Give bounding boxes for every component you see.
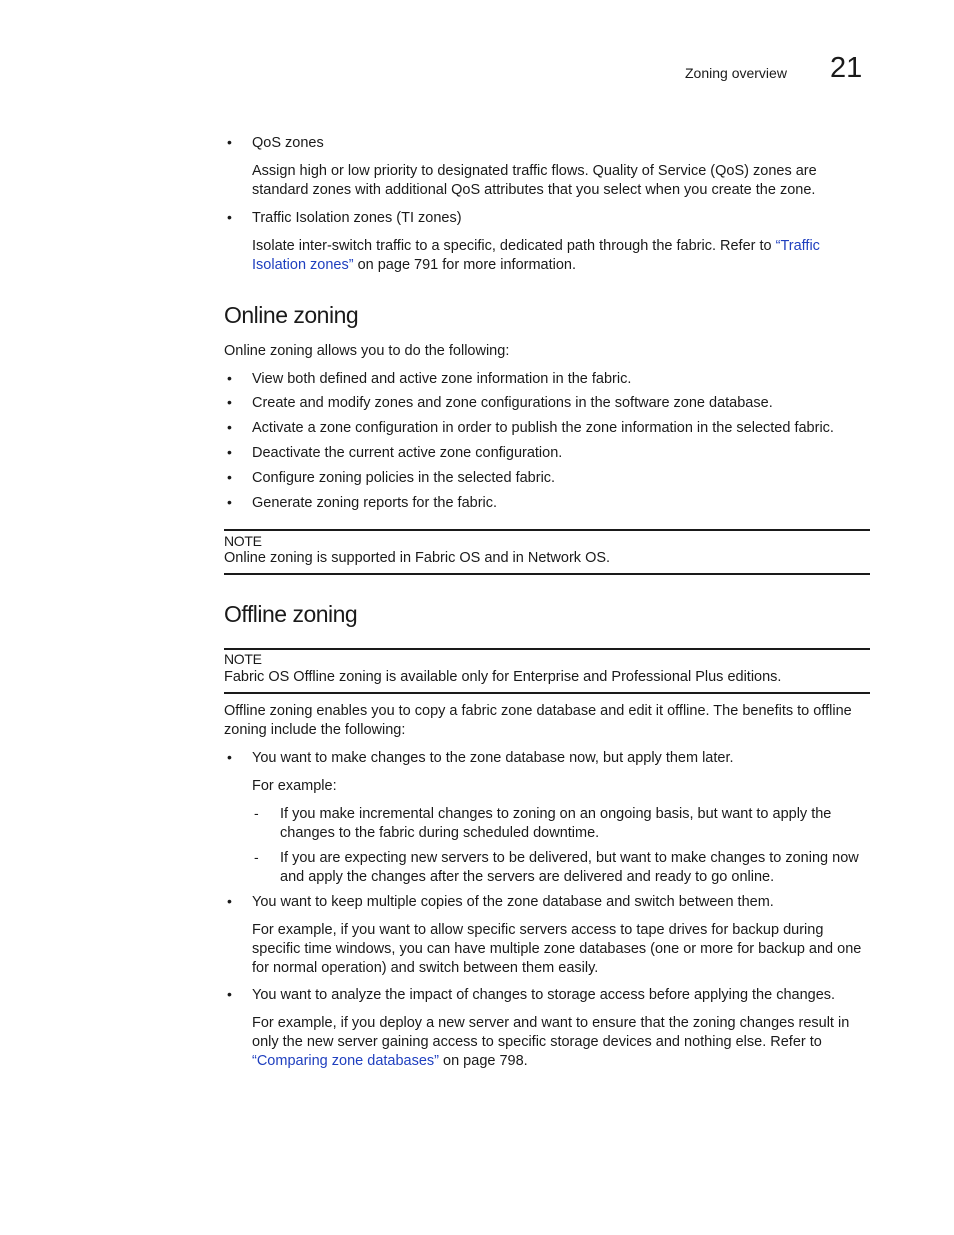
offline-sub-item: If you make incremental changes to zoning on an ongoing basis, but want to apply the changes to the fabric during scheduled downtime. (280, 806, 832, 841)
offline-bullet-2: You want to keep multiple copies of the zone database and switch between them. (252, 894, 774, 910)
online-item: Create and modify zones and zone configurations in the software zone database. (252, 395, 773, 411)
offline-intro: Offline zoning enables you to copy a fabric zone database and edit it offline. The benefits to offline zoning include the following: (224, 703, 852, 738)
heading-online-zoning: Online zoning (224, 302, 359, 328)
bullet-marker: • (227, 370, 232, 386)
bullet-qos-title: QoS zones (252, 135, 324, 151)
bullet-marker: • (227, 893, 232, 909)
online-item: Deactivate the current active zone configuration. (252, 445, 563, 461)
offline-bullet-3: You want to analyze the impact of changes to storage access before applying the changes. (252, 987, 836, 1003)
bullet-marker: • (227, 394, 232, 410)
offline-bullet-1: You want to make changes to the zone database now, but apply them later. (252, 750, 734, 766)
bullet-marker: • (227, 469, 232, 485)
bullet-marker: • (227, 134, 232, 150)
bullet-marker: • (227, 749, 232, 765)
b3-example-post: on page 798. (439, 1053, 528, 1069)
chapter-number: 21 (830, 52, 863, 84)
offline-bullet-3-example (252, 1014, 870, 1071)
bullet-marker: • (227, 209, 232, 225)
comparing-zone-databases-link[interactable]: “Comparing zone databases” (252, 1053, 439, 1069)
dash-marker: - (254, 849, 259, 865)
ti-zones-link[interactable]: “Traffic Isolation zones” (252, 238, 820, 273)
online-intro: Online zoning allows you to do the following: (224, 343, 510, 359)
bullet-marker: • (227, 494, 232, 510)
offline-sub-item: If you are expecting new servers to be delivered, but want to make changes to zoning now and apply the changes after the servers are delivered and ready to go online. (280, 850, 859, 885)
offline-bullet-1-example: For example: (252, 778, 337, 794)
note-rule-top (224, 529, 870, 531)
running-header-section: Zoning overview (685, 65, 787, 81)
online-note-text: Online zoning is supported in Fabric OS and in Network OS. (224, 550, 611, 566)
heading-offline-zoning: Offline zoning (224, 601, 358, 627)
note-label: NOTE (224, 651, 262, 667)
bullet-ti-title: Traffic Isolation zones (TI zones) (252, 210, 462, 226)
offline-note-text: Fabric OS Offline zoning is available only for Enterprise and Professional Plus editions. (224, 669, 782, 685)
bullet-marker: • (227, 444, 232, 460)
bullet-ti-desc (252, 237, 870, 275)
online-item: View both defined and active zone information in the fabric. (252, 371, 632, 387)
dash-marker: - (254, 805, 259, 821)
ti-desc-pre: Isolate inter-switch traffic to a specific, dedicated path through the fabric. Refer to (252, 238, 776, 254)
ti-desc-post: on page 791 for more information. (353, 257, 577, 273)
note-label: NOTE (224, 533, 262, 549)
note-rule-top (224, 648, 870, 650)
b3-example-pre: For example, if you deploy a new server and want to ensure that the zoning changes result in only the new server gaining access to specific storage devices and nothing else. Refer to (252, 1015, 850, 1050)
bullet-marker: • (227, 986, 232, 1002)
offline-bullet-2-example: For example, if you want to allow specific servers access to tape drives for backup during specific time windows, you can have multiple zone databases (one or more for backup and one for normal operation) and switch between them easily. (252, 922, 862, 976)
bullet-qos-desc: Assign high or low priority to designated traffic flows. Quality of Service (QoS) zones are standard zones with additional QoS attributes that you select when you create the zone. (252, 163, 817, 198)
online-item: Activate a zone configuration in order to publish the zone information in the selected fabric. (252, 420, 834, 436)
online-item: Configure zoning policies in the selected fabric. (252, 470, 556, 486)
bullet-marker: • (227, 419, 232, 435)
online-item: Generate zoning reports for the fabric. (252, 495, 498, 511)
note-rule-bottom (224, 692, 870, 694)
note-rule-bottom (224, 573, 870, 575)
